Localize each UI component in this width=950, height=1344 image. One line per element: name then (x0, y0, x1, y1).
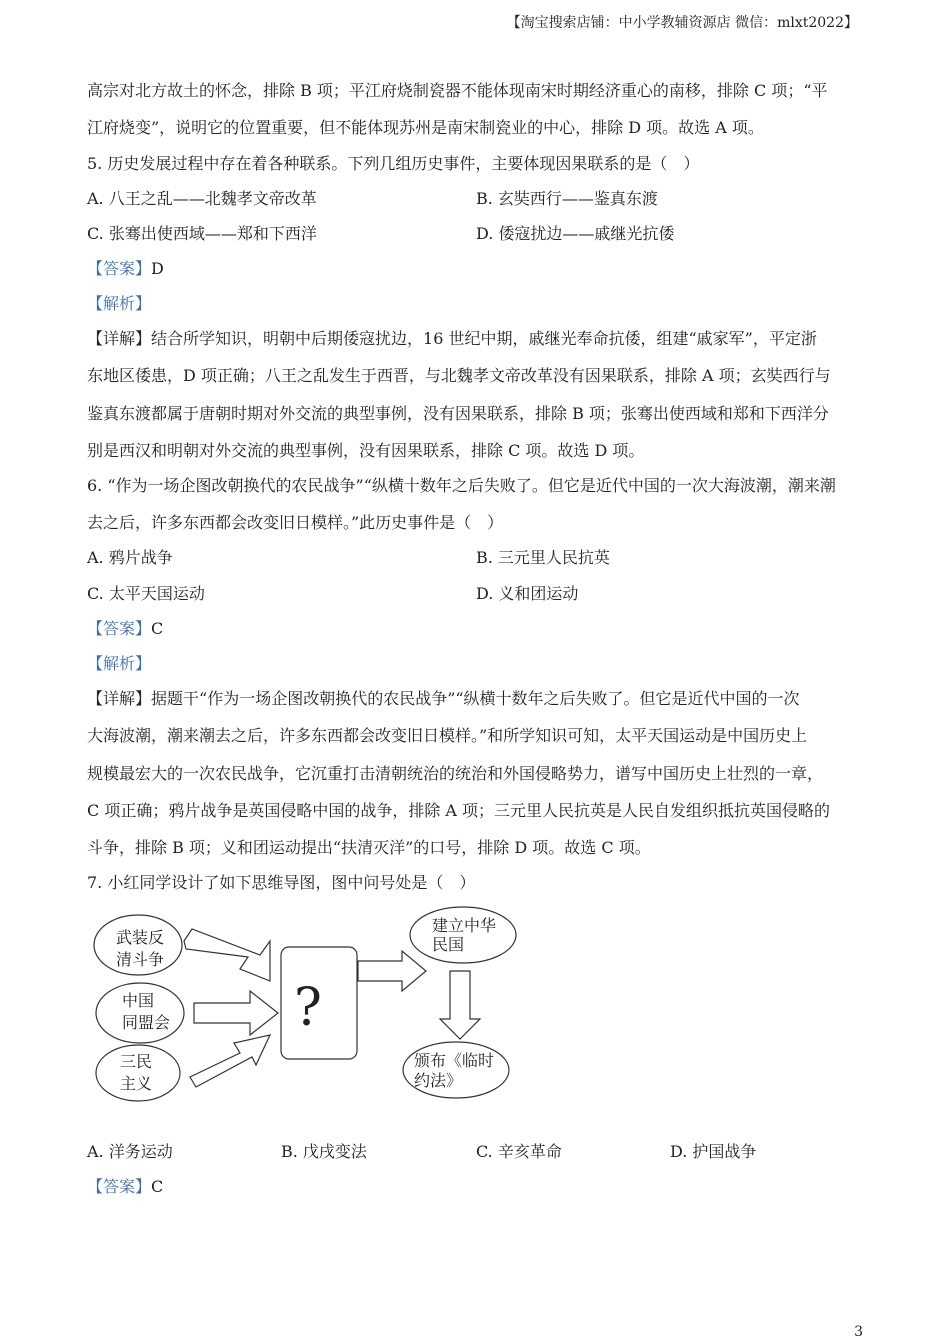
answer-tag: 【答案】 (87, 619, 152, 638)
q5-detail-line: 东地区倭患，D 项正确；八王之乱发生于西晋，与北魏孝文帝改革没有因果联系，排除 A 项；玄奘西行与 (87, 366, 831, 385)
q6-option-c: C. 太平天国运动 (87, 584, 205, 603)
analysis-tag: 【解析】 (87, 294, 152, 313)
detail-tag: 【详解】 (87, 689, 152, 708)
q6-option-b: B. 三元里人民抗英 (476, 548, 610, 567)
question-6-stem: 去之后，许多东西都会改变旧日模样。”此历史事件是（ ） (87, 513, 504, 532)
q5-detail-line: 鉴真东渡都属于唐朝时期对外交流的典型事例，没有因果联系，排除 B 项；张骞出使西域和郑和下西洋分 (87, 404, 829, 423)
q7-option-d: D. 护国战争 (670, 1142, 757, 1161)
answer-tag: 【答案】 (87, 1177, 152, 1196)
right-bottom-line1: 颁布《临时 (414, 1051, 495, 1070)
right-top-line2: 民国 (432, 935, 465, 954)
left1-line2: 清斗争 (116, 950, 165, 969)
q6-detail-line: 大海波潮，潮来潮去之后，许多东西都会改变旧日模样。”和所学知识可知，太平天国运动是中国历史上 (87, 726, 808, 745)
q7-option-a: A. 洋务运动 (87, 1142, 173, 1161)
mind-map-diagram (88, 905, 528, 1105)
right-top-line1: 建立中华 (432, 916, 497, 935)
q6-analysis-tag (87, 653, 151, 675)
right-bottom-line2: 约法》 (414, 1071, 463, 1090)
answer-tag: 【答案】 (87, 259, 152, 278)
q6-detail-line: 斗争，排除 B 项；义和团运动提出“扶清灭洋”的口号，排除 D 项。故选 C 项。 (87, 838, 651, 857)
detail-text: 据题干“作为一场企图改朝换代的农民战争”“纵横十数年之后失败了。但它是近代中国的一次 (151, 689, 800, 708)
q5-detail-line (87, 328, 817, 350)
left1-line1: 武装反 (116, 928, 165, 947)
answer-value: D (151, 259, 164, 278)
left2-line2: 同盟会 (122, 1013, 171, 1032)
q5-detail-line: 别是西汉和明朝对外交流的典型事例，没有因果联系，排除 C 项。故选 D 项。 (87, 441, 645, 460)
analysis-tag: 【解析】 (87, 654, 152, 673)
page-header: 【淘宝搜索店铺：中小学教辅资源店 微信：mlxt2022】 (506, 15, 858, 31)
q6-detail-line (87, 688, 800, 710)
answer-value: C (151, 619, 164, 638)
question-7-stem: 7. 小红同学设计了如下思维导图，图中问号处是（ ） (87, 873, 476, 892)
question-5-stem: 5. 历史发展过程中存在着各种联系。下列几组历史事件，主要体现因果联系的是（ ） (87, 154, 700, 173)
text-line: 江府烧变”，说明它的位置重要，但不能体现苏州是南宋制瓷业的中心，排除 D 项。故选 A 项。 (87, 118, 764, 137)
page-number: 3 (854, 1324, 863, 1340)
q6-detail-line: 规模最宏大的一次农民战争，它沉重打击清朝统治的统治和外国侵略势力，谱写中国历史上壮烈的一章， (87, 764, 824, 783)
q6-option-d: D. 义和团运动 (476, 584, 579, 603)
detail-text: 结合所学知识，明朝中后期倭寇扰边，16 世纪中期，戚继光奉命抗倭，组建“戚家军”，平定浙 (151, 329, 817, 348)
q5-option-a: A. 八王之乱——北魏孝文帝改革 (87, 189, 317, 208)
q5-option-b: B. 玄奘西行——鉴真东渡 (476, 189, 658, 208)
q5-option-c: C. 张骞出使西域——郑和下西洋 (87, 224, 317, 243)
center-question-mark: ? (294, 978, 322, 1038)
arrow-icon-1 (184, 929, 270, 981)
answer-value: C (151, 1177, 164, 1196)
q7-option-c: C. 辛亥革命 (476, 1142, 562, 1161)
left3-line1: 三民 (120, 1052, 153, 1071)
arrow-icon-2 (194, 991, 278, 1035)
arrow-icon-down (440, 971, 480, 1039)
q6-detail-line: C 项正确；鸦片战争是英国侵略中国的战争，排除 A 项；三元里人民抗英是人民自发组织抵抗英国侵略的 (87, 801, 831, 820)
q5-option-d: D. 倭寇扰边——戚继光抗倭 (476, 224, 675, 243)
question-6-stem: 6. “作为一场企图改朝换代的农民战争”“纵横十数年之后失败了。但它是近代中国的一次大海波潮，潮来潮 (87, 476, 836, 495)
q5-answer (87, 258, 164, 280)
left2-line1: 中国 (122, 991, 155, 1010)
q6-answer (87, 618, 163, 640)
text-line: 高宗对北方故土的怀念，排除 B 项；平江府烧制瓷器不能体现南宋时期经济重心的南移，排除 C 项；“平 (87, 81, 828, 100)
left3-line2: 主义 (120, 1074, 153, 1093)
q7-option-b: B. 戊戌变法 (281, 1142, 367, 1161)
detail-tag: 【详解】 (87, 329, 152, 348)
q5-analysis-tag (87, 293, 151, 315)
arrow-icon-3 (190, 1035, 270, 1087)
q6-option-a: A. 鸦片战争 (87, 548, 173, 567)
arrow-icon-right (358, 951, 426, 991)
q7-answer (87, 1176, 163, 1198)
